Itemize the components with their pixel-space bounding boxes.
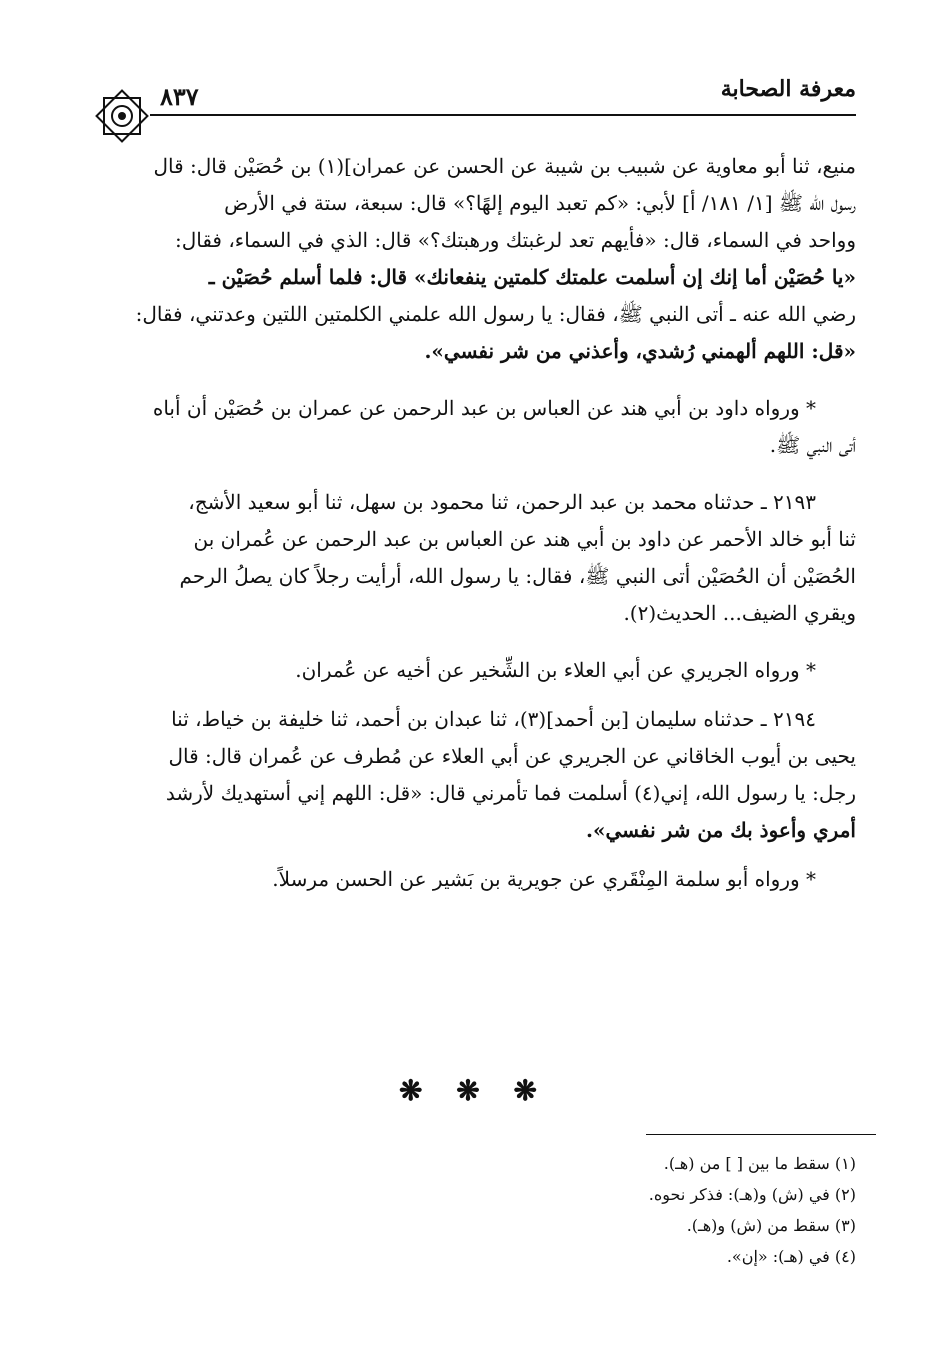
text-line: «يا حُصَيْن أما إنك إن أسلمت علمتك كلمتين ينفعانك» قال: فلما أسلم حُصَيْن ـ: [208, 265, 856, 289]
footnotes: [649, 1148, 856, 1272]
text-line: * ورواه أبو سلمة المِنْقَري عن جويرية بن بَشير عن الحسن مرسلاً.: [272, 867, 816, 891]
text-line: * ورواه داود بن أبي هند عن العباس بن عبد الرحمن عن عمران بن حُصَيْن أن أباه: [152, 396, 816, 420]
text-line: ثنا أبو خالد الأحمر عن داود بن أبي هند عن العباس بن عبد الرحمن عن عُمران بن: [193, 527, 856, 551]
text-line: وواحد في السماء، قال: «فأيهم تعد لرغبتك ورهبتك؟» قال: الذي في السماء، فقال:: [174, 228, 856, 252]
running-header-title: معرفة الصحابة: [720, 76, 856, 102]
footnote-item: (٤) في (هـ): «إن».: [726, 1247, 856, 1266]
footnote-rule: [646, 1134, 876, 1135]
text-line: الحُصَيْن أن الحُصَيْن أتى النبي ﷺ، فقال: يا رسول الله، أرأيت رجلاً كان يصلُ الرحم: [179, 564, 856, 588]
footnote-item: (٣) سقط من (ش) و(هـ).: [686, 1216, 856, 1235]
text-line: منيع، ثنا أبو معاوية عن شبيب بن شيبة عن الحسن عن عمران](١) بن حُصَيْن قال: قال: [153, 154, 856, 178]
header-rule: [150, 114, 856, 116]
hadith-2194-line: ٢١٩٤ ـ حدثناه سليمان [بن أحمد](٣)، ثنا عبدان بن أحمد، ثنا خليفة بن خياط، ثنا: [171, 707, 816, 731]
text-line: * ورواه الجريري عن أبي العلاء بن الشِّخير عن أخيه عن عُمران.: [295, 658, 816, 682]
page-number: ٨٣٧: [160, 82, 199, 111]
hadith-2193-line: ٢١٩٣ ـ حدثناه محمد بن عبد الرحمن، ثنا محمود بن سهل، ثنا أبو سعيد الأشج،: [188, 490, 816, 514]
footnote-item: (٢) في (ش) و(هـ): فذكر نحوه.: [648, 1185, 856, 1204]
text-line: أتى النبي ﷺ.: [769, 433, 856, 457]
text-line: ويقري الضيف... الحديث(٢).: [623, 601, 856, 625]
text-line: يحيى بن أيوب الخاقاني عن الجريري عن أبي العلاء عن مُطرف عن عُمران قال: قال: [168, 744, 856, 768]
text-line: «قل: اللهم ألهمني رُشدي، وأعذني من شر نفسي».: [424, 339, 856, 363]
text-line: رسول الله ﷺ [١/ ١٨١/ أ] لأبي: «كم تعبد اليوم إلهًا؟» قال: سبعة، ستة في الأرض: [224, 191, 856, 215]
text-line: أمري وأعوذ بك من شر نفسي».: [586, 818, 856, 842]
text-line: رضي الله عنه ـ أتى النبي ﷺ، فقال: يا رسول الله علمني الكلمتين اللتين وعدتني، فقال:: [135, 302, 856, 326]
octagram-ornament-icon: [92, 86, 152, 146]
section-separator: ❋ ❋ ❋: [399, 1074, 549, 1107]
main-text: [92, 148, 856, 898]
footnote-item: (١) سقط ما بين [ ] من (هـ).: [663, 1154, 856, 1173]
text-line: رجل: يا رسول الله، إني(٤) أسلمت فما تأمرني قال: «قل: اللهم إني أستهديك لأرشد: [165, 781, 856, 805]
